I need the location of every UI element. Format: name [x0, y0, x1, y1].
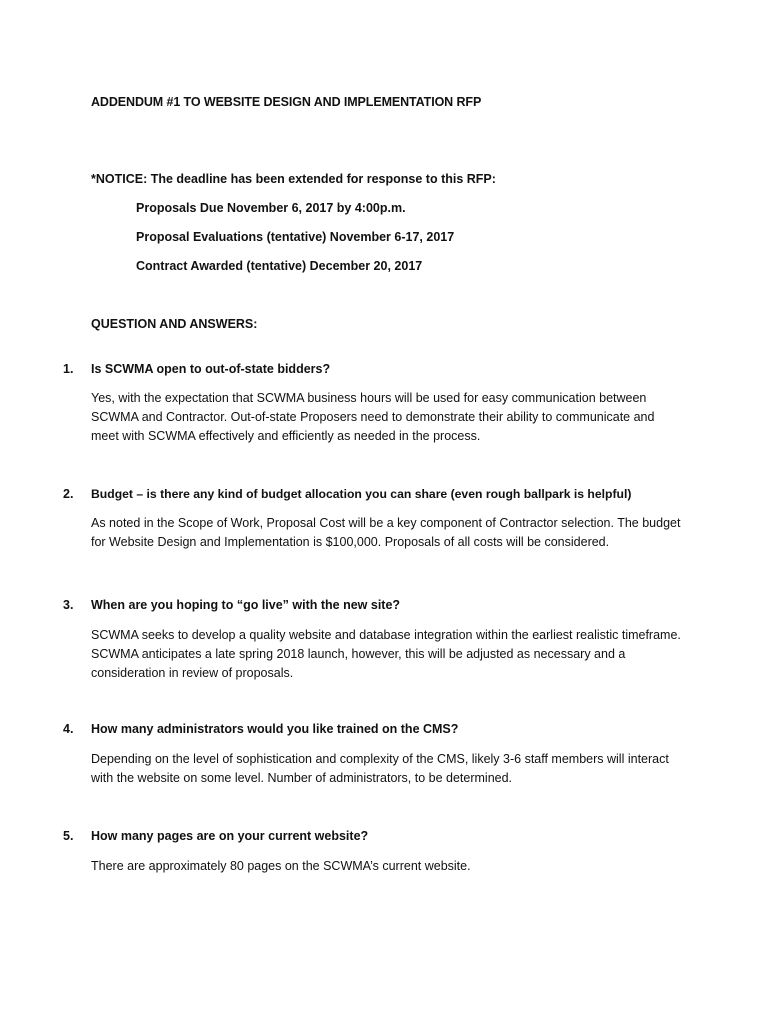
- date-proposals-due: Proposals Due November 6, 2017 by 4:00p.m.: [136, 201, 406, 215]
- question-text: How many administrators would you like trained on the CMS?: [91, 722, 459, 736]
- question-text: When are you hoping to “go live” with the new site?: [91, 598, 401, 612]
- answer-text: Depending on the level of sophistication and complexity of the CMS, likely 3-6 staff members will interact with the website on some level. Number of administrators, to be determined.: [91, 752, 669, 785]
- date-proposal-evaluations: Proposal Evaluations (tentative) November 6-17, 2017: [136, 230, 455, 244]
- question-text: Budget – is there any kind of budget allocation you can share (even rough ballpark is helpful): [91, 487, 632, 501]
- deadline-dates: [136, 200, 454, 287]
- answer-text: There are approximately 80 pages on the SCWMA’s current website.: [91, 859, 471, 873]
- question-text: Is SCWMA open to out-of-state bidders?: [91, 362, 331, 376]
- question-number: 4.: [63, 722, 74, 736]
- answer-text: As noted in the Scope of Work, Proposal Cost will be a key component of Contractor selection. The budget for Website Design and Implementation is $100,000. Proposals of all costs will be considered.: [91, 516, 681, 549]
- question-number: 5.: [63, 829, 74, 843]
- question-number: 2.: [63, 487, 74, 501]
- deadline-notice: *NOTICE: The deadline has been extended for response to this RFP:: [91, 172, 496, 186]
- date-contract-awarded: Contract Awarded (tentative) December 20, 2017: [136, 259, 423, 273]
- answer-text: Yes, with the expectation that SCWMA business hours will be used for easy communication between SCWMA and Contractor. Out-of-state Proposers need to demonstrate their ability to communicate and meet with SCWMA effectively and efficiently as needed in the process.: [91, 391, 655, 443]
- question-text: How many pages are on your current website?: [91, 829, 369, 843]
- qa-heading: QUESTION AND ANSWERS:: [91, 317, 258, 331]
- answer-text: SCWMA seeks to develop a quality website and database integration within the earliest realistic timeframe. SCWMA anticipates a late spring 2018 launch, however, this will be adjusted as necessary and a consideration in review of proposals.: [91, 628, 681, 680]
- document-title: ADDENDUM #1 TO WEBSITE DESIGN AND IMPLEMENTATION RFP: [91, 95, 482, 109]
- question-number: 3.: [63, 598, 74, 612]
- question-number: 1.: [63, 362, 74, 376]
